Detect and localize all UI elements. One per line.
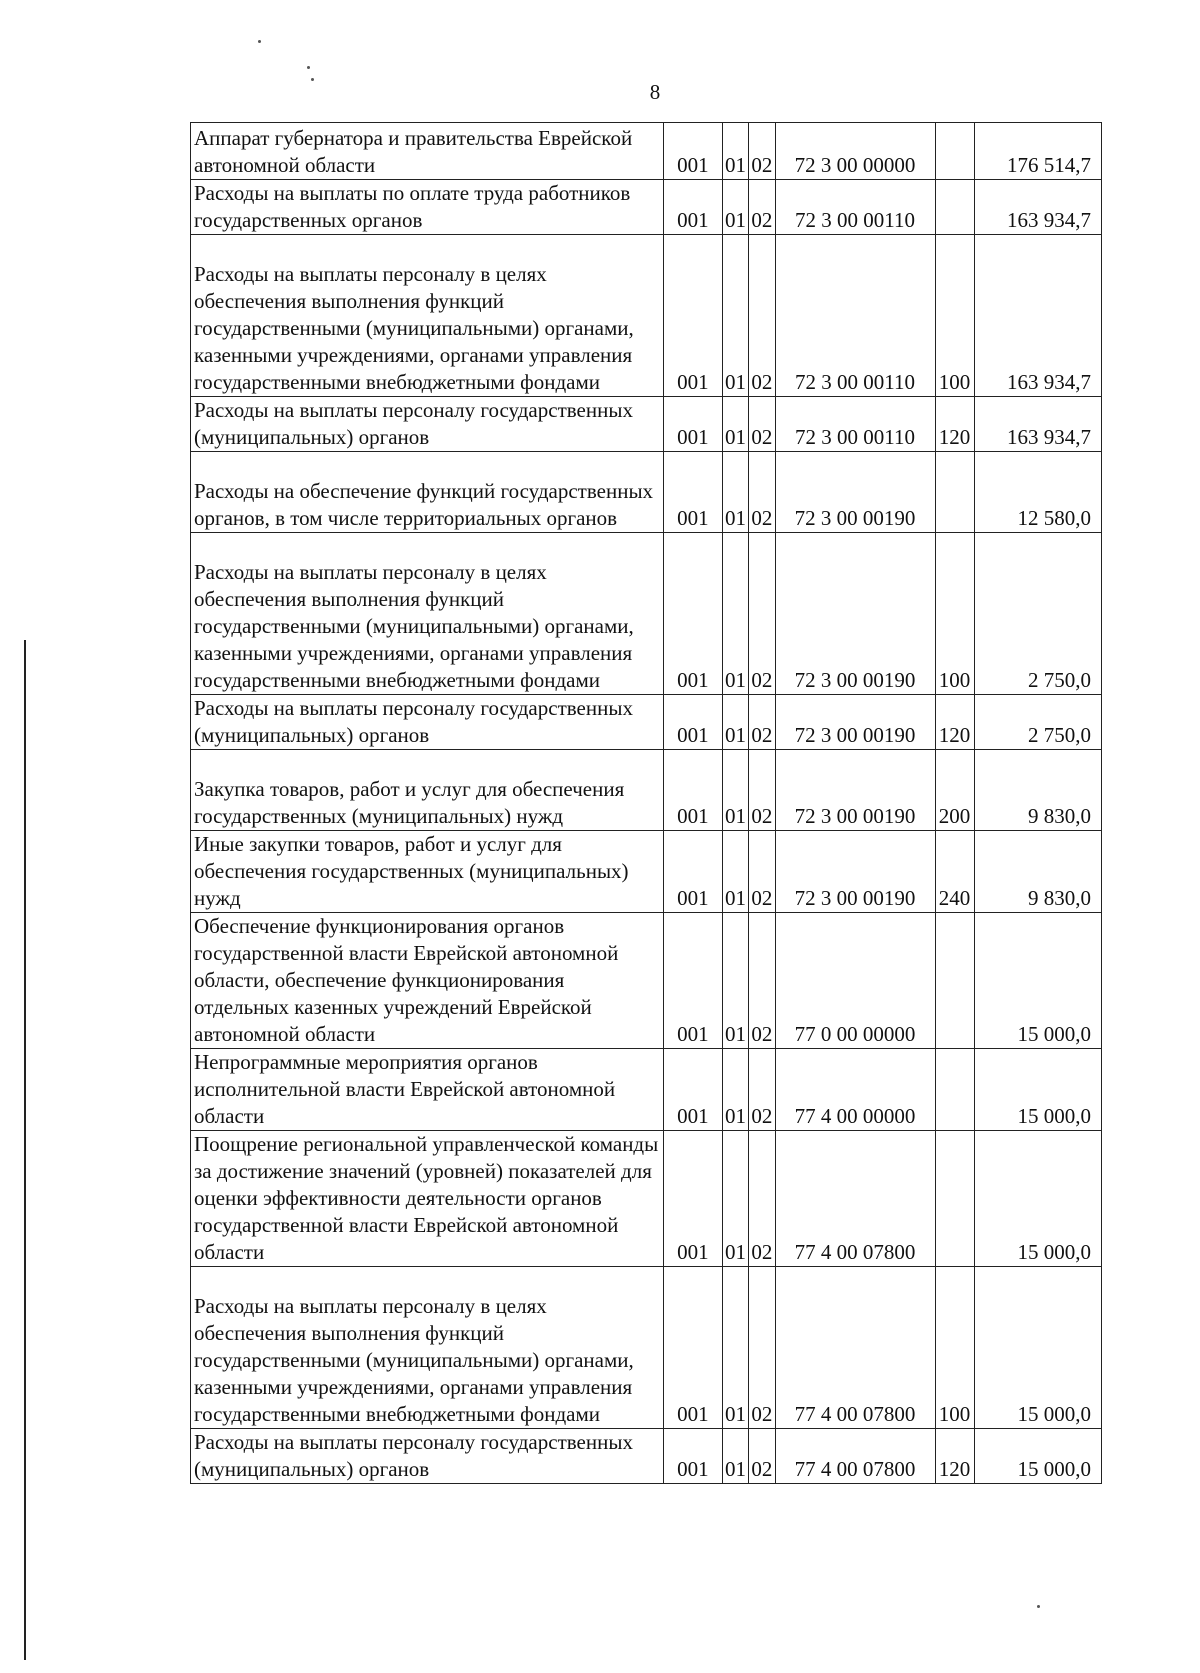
- amount-cell: 2 750,0: [974, 533, 1101, 695]
- ministry-code-cell: 001: [663, 235, 722, 397]
- subsection-code-cell: 02: [749, 180, 775, 235]
- section-code-cell: 01: [722, 750, 748, 831]
- row-name-cell: Расходы на обеспечение функций государственных органов, в том числе территориальных органов: [191, 452, 664, 533]
- target-article-cell: 72 3 00 00190: [775, 750, 935, 831]
- amount-cell: 9 830,0: [974, 831, 1101, 913]
- amount-cell: 9 830,0: [974, 750, 1101, 831]
- amount-cell: 15 000,0: [974, 1267, 1101, 1429]
- expense-type-cell: [935, 452, 974, 533]
- row-name-cell: Расходы на выплаты персоналу государственных (муниципальных) органов: [191, 397, 664, 452]
- scan-speck: [307, 66, 310, 69]
- target-article-cell: 72 3 00 00110: [775, 180, 935, 235]
- expense-type-cell: 120: [935, 397, 974, 452]
- expense-type-cell: [935, 913, 974, 1049]
- target-article-cell: 72 3 00 00190: [775, 695, 935, 750]
- expense-type-cell: 200: [935, 750, 974, 831]
- row-name-cell: Расходы на выплаты персоналу в целях обеспечения выполнения функций государственными (муниципальными) органами, казенными учреждениями, органами управления государственными внебюджетными фондами: [191, 1267, 664, 1429]
- ministry-code-cell: 001: [663, 1267, 722, 1429]
- ministry-code-cell: 001: [663, 397, 722, 452]
- subsection-code-cell: 02: [749, 123, 775, 180]
- table-row: [191, 1429, 1102, 1484]
- expense-type-cell: 100: [935, 1267, 974, 1429]
- expense-type-cell: 120: [935, 695, 974, 750]
- amount-cell: 163 934,7: [974, 397, 1101, 452]
- ministry-code-cell: 001: [663, 831, 722, 913]
- expense-type-cell: 120: [935, 1429, 974, 1484]
- target-article-cell: 77 4 00 07800: [775, 1131, 935, 1267]
- subsection-code-cell: 02: [749, 452, 775, 533]
- table-row: [191, 452, 1102, 533]
- expense-type-cell: [935, 180, 974, 235]
- section-code-cell: 01: [722, 533, 748, 695]
- scan-speck: [311, 78, 314, 81]
- table-row: [191, 235, 1102, 397]
- target-article-cell: 77 4 00 07800: [775, 1267, 935, 1429]
- page-number: 8: [649, 80, 661, 104]
- table-row: [191, 123, 1102, 180]
- target-article-cell: 72 3 00 00110: [775, 397, 935, 452]
- section-code-cell: 01: [722, 1131, 748, 1267]
- row-name-cell: Иные закупки товаров, работ и услуг для обеспечения государственных (муниципальных) нужд: [191, 831, 664, 913]
- subsection-code-cell: 02: [749, 695, 775, 750]
- section-code-cell: 01: [722, 397, 748, 452]
- section-code-cell: 01: [722, 831, 748, 913]
- row-name-cell: Аппарат губернатора и правительства Еврейской автономной области: [191, 123, 664, 180]
- amount-cell: 12 580,0: [974, 452, 1101, 533]
- amount-cell: 176 514,7: [974, 123, 1101, 180]
- expense-type-cell: [935, 123, 974, 180]
- table-row: [191, 1267, 1102, 1429]
- table-row: [191, 831, 1102, 913]
- section-code-cell: 01: [722, 123, 748, 180]
- amount-cell: 15 000,0: [974, 1131, 1101, 1267]
- subsection-code-cell: 02: [749, 1267, 775, 1429]
- table-row: [191, 913, 1102, 1049]
- ministry-code-cell: 001: [663, 123, 722, 180]
- section-code-cell: 01: [722, 180, 748, 235]
- section-code-cell: 01: [722, 1049, 748, 1131]
- target-article-cell: 72 3 00 00190: [775, 831, 935, 913]
- expense-type-cell: [935, 1131, 974, 1267]
- amount-cell: 163 934,7: [974, 180, 1101, 235]
- ministry-code-cell: 001: [663, 1049, 722, 1131]
- amount-cell: 15 000,0: [974, 1429, 1101, 1484]
- amount-cell: 163 934,7: [974, 235, 1101, 397]
- subsection-code-cell: 02: [749, 1131, 775, 1267]
- amount-cell: 2 750,0: [974, 695, 1101, 750]
- scan-speck: [258, 40, 261, 43]
- subsection-code-cell: 02: [749, 1429, 775, 1484]
- subsection-code-cell: 02: [749, 750, 775, 831]
- row-name-cell: Поощрение региональной управленческой команды за достижение значений (уровней) показателей для оценки эффективности деятельности органов государственной власти Еврейской автономной области: [191, 1131, 664, 1267]
- amount-cell: 15 000,0: [974, 1049, 1101, 1131]
- ministry-code-cell: 001: [663, 1429, 722, 1484]
- section-code-cell: 01: [722, 452, 748, 533]
- target-article-cell: 72 3 00 00190: [775, 452, 935, 533]
- section-code-cell: 01: [722, 695, 748, 750]
- row-name-cell: Расходы на выплаты персоналу государственных (муниципальных) органов: [191, 695, 664, 750]
- ministry-code-cell: 001: [663, 180, 722, 235]
- table-row: [191, 397, 1102, 452]
- subsection-code-cell: 02: [749, 235, 775, 397]
- subsection-code-cell: 02: [749, 913, 775, 1049]
- ministry-code-cell: 001: [663, 913, 722, 1049]
- ministry-code-cell: 001: [663, 452, 722, 533]
- expense-type-cell: 100: [935, 235, 974, 397]
- ministry-code-cell: 001: [663, 695, 722, 750]
- table-row: [191, 695, 1102, 750]
- ministry-code-cell: 001: [663, 533, 722, 695]
- row-name-cell: Обеспечение функционирования органов государственной власти Еврейской автономной области, обеспечение функционирования отдельных казенных учреждений Еврейской автономной области: [191, 913, 664, 1049]
- subsection-code-cell: 02: [749, 397, 775, 452]
- row-name-cell: Расходы на выплаты персоналу в целях обеспечения выполнения функций государственными (муниципальными) органами, казенными учреждениями, органами управления государственными внебюджетными фондами: [191, 533, 664, 695]
- table-row: [191, 750, 1102, 831]
- target-article-cell: 72 3 00 00110: [775, 235, 935, 397]
- section-code-cell: 01: [722, 235, 748, 397]
- section-code-cell: 01: [722, 913, 748, 1049]
- budget-table: [190, 122, 1102, 1484]
- subsection-code-cell: 02: [749, 533, 775, 695]
- target-article-cell: 77 0 00 00000: [775, 913, 935, 1049]
- row-name-cell: Расходы на выплаты по оплате труда работников государственных органов: [191, 180, 664, 235]
- expense-type-cell: [935, 1049, 974, 1131]
- target-article-cell: 77 4 00 07800: [775, 1429, 935, 1484]
- ministry-code-cell: 001: [663, 1131, 722, 1267]
- expense-type-cell: 240: [935, 831, 974, 913]
- row-name-cell: Расходы на выплаты персоналу в целях обеспечения выполнения функций государственными (муниципальными) органами, казенными учреждениями, органами управления государственными внебюджетными фондами: [191, 235, 664, 397]
- target-article-cell: 72 3 00 00190: [775, 533, 935, 695]
- table-row: [191, 1131, 1102, 1267]
- row-name-cell: Непрограммные мероприятия органов исполнительной власти Еврейской автономной области: [191, 1049, 664, 1131]
- row-name-cell: Расходы на выплаты персоналу государственных (муниципальных) органов: [191, 1429, 664, 1484]
- row-name-cell: Закупка товаров, работ и услуг для обеспечения государственных (муниципальных) нужд: [191, 750, 664, 831]
- binding-margin-line: [24, 640, 26, 1660]
- section-code-cell: 01: [722, 1267, 748, 1429]
- target-article-cell: 72 3 00 00000: [775, 123, 935, 180]
- amount-cell: 15 000,0: [974, 913, 1101, 1049]
- ministry-code-cell: 001: [663, 750, 722, 831]
- scan-speck: [1037, 1605, 1040, 1608]
- table-row: [191, 180, 1102, 235]
- subsection-code-cell: 02: [749, 831, 775, 913]
- table-row: [191, 1049, 1102, 1131]
- table-row: [191, 533, 1102, 695]
- section-code-cell: 01: [722, 1429, 748, 1484]
- target-article-cell: 77 4 00 00000: [775, 1049, 935, 1131]
- subsection-code-cell: 02: [749, 1049, 775, 1131]
- expense-type-cell: 100: [935, 533, 974, 695]
